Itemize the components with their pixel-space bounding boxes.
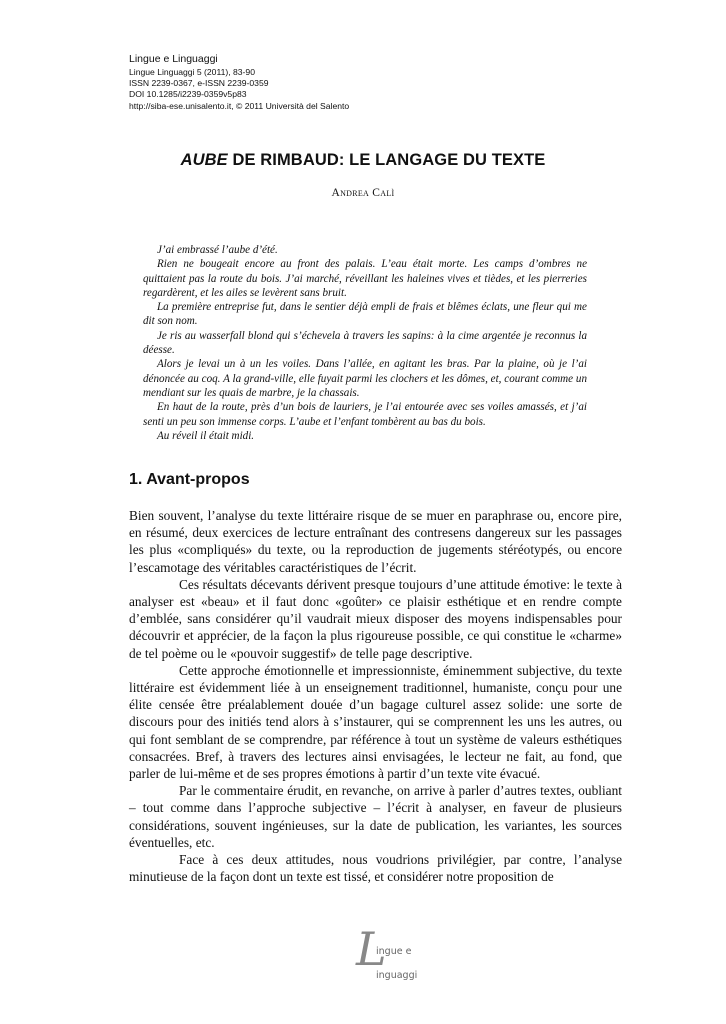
logo-word-linguaggi: inguaggi — [376, 970, 418, 981]
title-italic-word: AUBE — [180, 151, 228, 169]
doi-line: DOI 10.1285/i2239-0359v5p83 — [129, 89, 247, 100]
journal-logo — [348, 922, 438, 992]
body-paragraph: Cette approche émotionnelle et impressionniste, éminemment subjective, du texte littéraire est évidemment liée à un enseignement traditionnel, humaniste, conçu pour une élite censée être préalablement douée d’un bagage culturel assez solide: une sorte de discours pour des initiés tend alors à s’instaurer, qui se comprennent les uns les autres, ou qui font semblant de se comprendre, par référence à tout un système de valeurs esthétiques consacrées. Bref, à travers des lectures ainsi envisagées, le lecteur ne fait, au fond, que parler de lui-même et de ses propres émotions à partir d’un texte vite évacué. — [129, 662, 622, 782]
poem-paragraph: Au réveil il était midi. — [157, 429, 255, 442]
body-paragraph: Bien souvent, l’analyse du texte littéraire risque de se muer en paraphrase ou, encore pire, en résumé, deux exercices de lecture entraînant des contresens dangereux sur les passages les plus «compliqués» du texte, ou la reproduction de jugements stéréotypés, ou encore l’escamotage des véritables caractéristiques de l’écrit. — [129, 508, 622, 575]
body-paragraph: Face à ces deux attitudes, nous voudrions privilégier, par contre, l’analyse minutieuse de la façon dont un texte est tissé, et considérer notre proposition de — [129, 852, 622, 885]
body-paragraph: Ces résultats décevants dérivent presque toujours d’une attitude émotive: le texte à analyser est «beau» et il faut donc «goûter» ce plaisir esthétique et en rendre compte d’emblée, sans considérer qu’il vaudrait mieux disposer des moyens indispensables pour découvrir et apprécier, de la façon la plus rigoureuse possible, ce qui constitue le «charme» de tel poème ou le «pouvoir suggestif» de telle page descriptive. — [129, 576, 622, 661]
section-heading: 1. Avant-propos — [129, 471, 250, 488]
issn-line: ISSN 2239-0367, e-ISSN 2239-0359 — [129, 78, 269, 89]
epigraph-poem — [143, 243, 587, 443]
journal-header — [129, 52, 349, 112]
section-body — [129, 507, 622, 885]
logo-word-lingue: ingue e — [376, 946, 412, 957]
poem-paragraph: Alors je levai un à un les voiles. Dans l’allée, en agitant les bras. Par la plaine, où je l’ai dénoncée au coq. A la grand-ville, elle fuyait parmi les clochers et les dômes, et, courant comme un mendiant sur les quais de marbre, je la chassais. — [143, 358, 587, 399]
body-paragraph: Par le commentaire érudit, en revanche, on arrive à parler d’autres textes, oubliant – tout comme dans l’approche subjective – l’écrit à analyser, en faveur de plusieurs considérations, souvent ingénieuses, sur la date de publication, les variantes, les sources éventuelles, etc. — [129, 783, 622, 850]
logo-letter: L — [356, 922, 387, 976]
article-author: Andrea Calì — [331, 187, 395, 199]
poem-paragraph: Je ris au wasserfall blond qui s’échevela à travers les sapins: à la cime argentée je reconnus la déesse. — [143, 329, 587, 357]
poem-paragraph: La première entreprise fut, dans le sentier déjà empli de frais et blêmes éclats, une fleur qui me dit son nom. — [143, 301, 587, 328]
poem-paragraph: Rien ne bougeait encore au front des palais. L’eau était morte. Les camps d’ombres ne quittaient pas la route du bois. J’ai marché, réveillant les haleines vives et tièdes, et les pierreries regardèrent, et les ailes se levèrent sans bruit. — [143, 258, 587, 299]
poem-paragraph: J’ai embrassé l’aube d’été. — [157, 244, 278, 256]
citation-line: Lingue Linguaggi 5 (2011), 83-90 — [129, 67, 255, 77]
title-rest: DE RIMBAUD: LE LANGAGE DU TEXTE — [227, 151, 546, 169]
poem-paragraph: En haut de la route, près d’un bois de lauriers, je l’ai entourée avec ses voiles amassés, et j’ai senti un peu son immense corps. L’aube et l’enfant tombèrent au bas du bois. — [143, 401, 587, 428]
journal-name: Lingue e Linguaggi — [129, 53, 218, 65]
publisher-url-line: http://siba-ese.unisalento.it, © 2011 Università del Salento — [129, 100, 350, 111]
article-title — [0, 151, 726, 170]
